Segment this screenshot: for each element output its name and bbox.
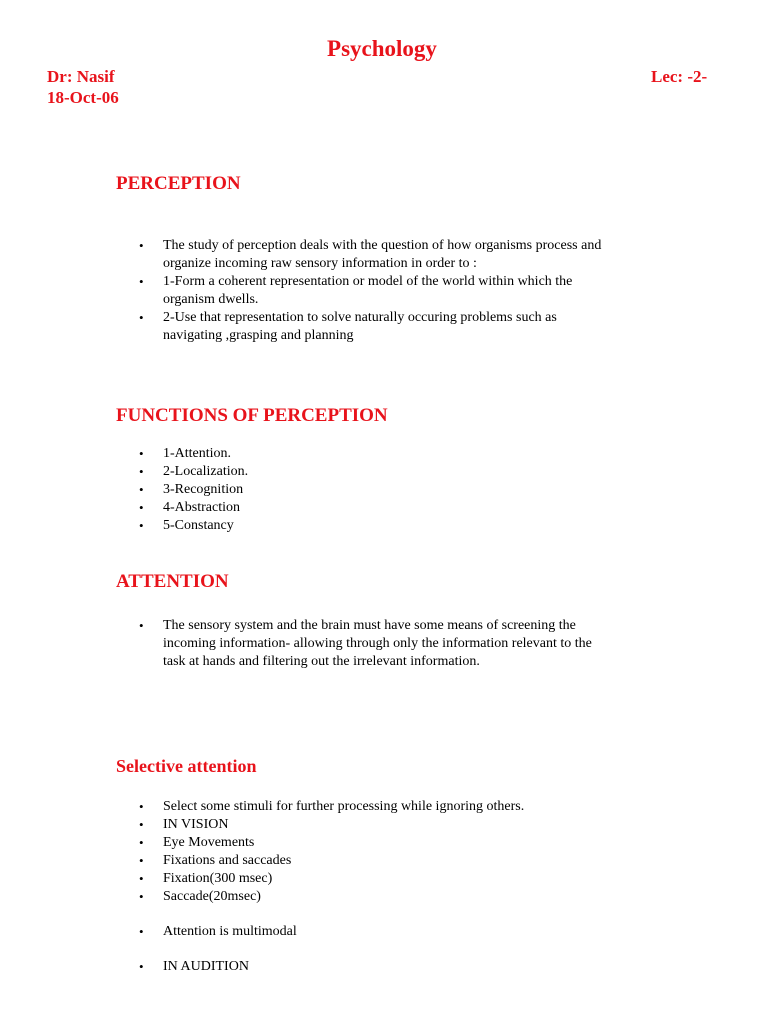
list-item-line: task at hands and filtering out the irrelevant information. <box>163 654 480 669</box>
lecture-date: 18-Oct-06 <box>47 88 119 107</box>
list-item-line: • 2-Localization. <box>163 464 249 479</box>
list-item-line: organize incoming raw sensory information in order to : <box>163 256 477 271</box>
list-item-line: navigating ,grasping and planning <box>163 328 354 343</box>
list-item <box>139 834 524 852</box>
list-item-line: • 5-Constancy <box>163 518 234 533</box>
list-item <box>139 499 248 517</box>
list-item <box>139 958 249 976</box>
list-item <box>139 923 297 941</box>
attention-list <box>139 617 592 671</box>
list-item <box>139 309 601 345</box>
functions-list <box>139 445 248 535</box>
list-item-line: incoming information- allowing through only the information relevant to the <box>163 636 592 651</box>
list-item-line: • 3-Recognition <box>163 482 244 497</box>
list-item-line: • The sensory system and the brain must have some means of screening the <box>163 618 576 633</box>
list-item-line: • IN VISION <box>163 817 229 832</box>
list-item-line: • Fixation(300 msec) <box>163 871 273 886</box>
list-item-line: organism dwells. <box>163 292 259 307</box>
section-heading-functions: FUNCTIONS OF PERCEPTION <box>116 405 388 426</box>
list-item-line: • Fixations and saccades <box>163 853 292 868</box>
list-item-line: • Eye Movements <box>163 835 255 850</box>
list-item <box>139 463 248 481</box>
list-item-line: • Select some stimuli for further processing while ignoring others. <box>163 799 525 814</box>
list-item <box>139 870 524 888</box>
list-item-line: • The study of perception deals with the question of how organisms process and <box>163 238 602 253</box>
list-item <box>139 273 601 309</box>
author: Dr: Nasif <box>47 67 115 86</box>
list-item <box>139 852 524 870</box>
lecture-number: Lec: -2- <box>651 67 708 86</box>
list-item <box>139 798 524 816</box>
list-item <box>139 517 248 535</box>
audition-list <box>139 958 249 976</box>
list-item-line: • Attention is multimodal <box>163 924 297 939</box>
list-item <box>139 237 601 273</box>
list-item-line: • IN AUDITION <box>163 959 249 974</box>
list-item <box>139 617 592 671</box>
list-item <box>139 816 524 834</box>
multimodal-list <box>139 923 297 941</box>
selective-attention-list <box>139 798 524 906</box>
list-item <box>139 888 524 906</box>
list-item-line: • 1-Attention. <box>163 446 232 461</box>
list-item-line: • Saccade(20msec) <box>163 889 261 904</box>
perception-list <box>139 237 601 345</box>
list-item-line: • 1-Form a coherent representation or model of the world within which the <box>163 274 573 289</box>
list-item <box>139 481 248 499</box>
section-heading-selective-attention: Selective attention <box>116 756 257 776</box>
list-item <box>139 445 248 463</box>
list-item-line: • 4-Abstraction <box>163 500 240 515</box>
section-heading-attention: ATTENTION <box>116 571 229 592</box>
list-item-line: • 2-Use that representation to solve naturally occuring problems such as <box>163 310 557 325</box>
document-title: Psychology <box>327 36 437 61</box>
section-heading-perception: PERCEPTION <box>116 173 241 194</box>
